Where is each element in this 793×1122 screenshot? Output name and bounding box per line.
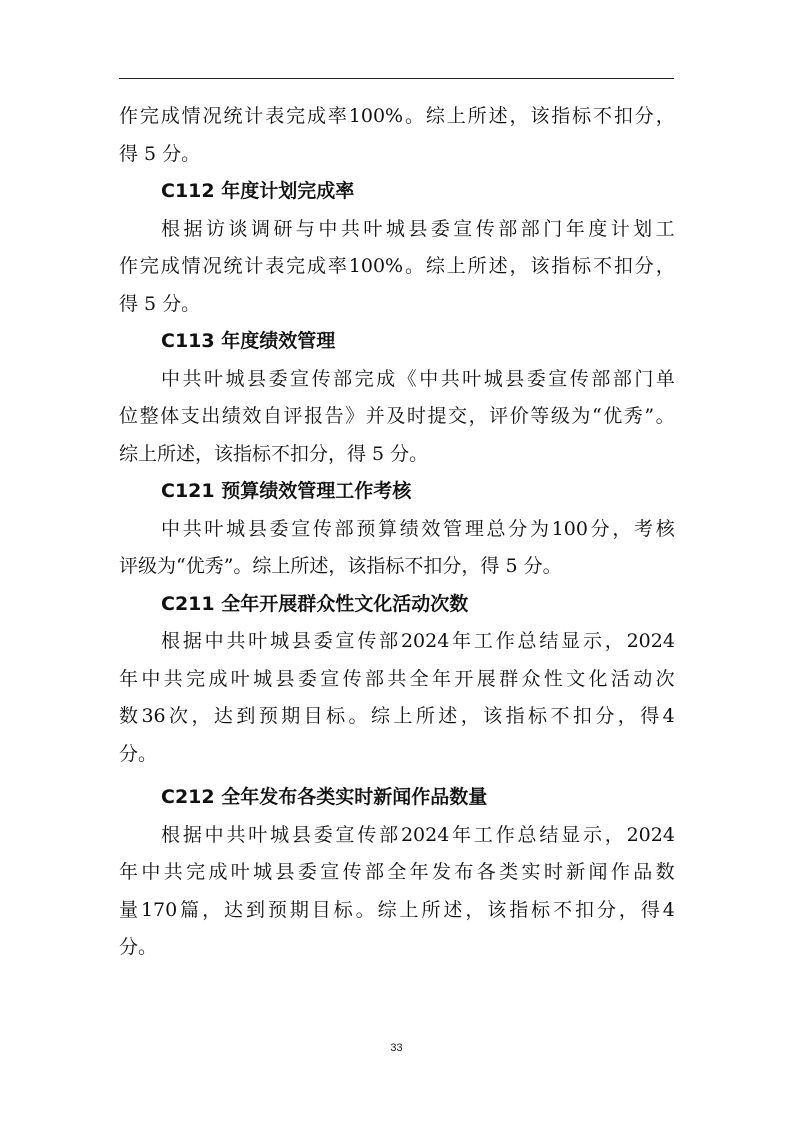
paragraph-line: 得 5 分。 [119,292,201,315]
section-heading: C113 年度绩效管理 [161,330,336,352]
paragraph-line: 年 中 共 完 成 叶 城 县 委 宣 传 部 全 年 发 布 各 类 实 时 新 闻 作 品 数 [119,861,675,883]
paragraph-line: 分。 [119,936,158,958]
document-body [119,98,675,967]
paragraph-line: 位 整 体 支 出 绩 效 自 评 报 告 》 并 及 时 提 交 ， 评 价 等 级 为 “ 优 秀 ” 。 [119,405,675,427]
paragraph-first-line: 根 据 中 共 叶 城 县 委 宣 传 部 2024 年 工 作 总 结 显 示 ， 2024 [161,823,675,846]
paragraph-line: 作 完 成 情 况 统 计 表 完 成 率 100% 。 综 上 所 述 ， 该 指 标 不 扣 分 ， [119,255,675,277]
paragraph-first-line: 中 共 叶 城 县 委 宣 传 部 预 算 绩 效 管 理 总 分 为 100 分 ， 考 核 [161,517,675,540]
paragraph-first-line: 根 据 访 谈 调 研 与 中 共 叶 城 县 委 宣 传 部 部 门 年 度 计 划 工 [161,217,675,240]
section-heading: C121 预算绩效管理工作考核 [161,480,412,502]
paragraph-line: 评级为“优秀”。综上所述，该指标不扣分，得 5 分。 [119,555,562,577]
header-rule [119,78,674,79]
section-heading: C112 年度计划完成率 [161,180,355,202]
paragraph-line: 作 完 成 情 况 统 计 表 完 成 率 100% 。 综 上 所 述 ， 该 指 标 不 扣 分 ， [119,105,675,127]
section-heading: C212 全年发布各类实时新闻作品数量 [161,786,488,808]
paragraph-line: 量 170 篇 ， 达 到 预 期 目 标 。 综 上 所 述 ， 该 指 标 不 扣 分 ， 得 4 [119,898,675,921]
page-number: 33 [390,1042,403,1054]
section-heading: C211 全年开展群众性文化活动次数 [161,592,469,615]
paragraph-line: 年 中 共 完 成 叶 城 县 委 宣 传 部 共 全 年 开 展 群 众 性 文 化 活 动 次 [119,667,675,690]
paragraph-line: 综上所述，该指标不扣分，得 5 分。 [119,442,429,465]
paragraph-first-line: 根 据 中 共 叶 城 县 委 宣 传 部 2024 年 工 作 总 结 显 示 ， 2024 [161,630,675,652]
paragraph-first-line: 中 共 叶 城 县 委 宣 传 部 完 成 《 中 共 叶 城 县 委 宣 传 部 部 门 单 [161,367,675,390]
paragraph-line: 得 5 分。 [119,142,201,165]
paragraph-line: 分。 [119,742,158,765]
paragraph-line: 数 36 次 ， 达 到 预 期 目 标 。 综 上 所 述 ， 该 指 标 不 扣 分 ， 得 4 [119,705,675,727]
